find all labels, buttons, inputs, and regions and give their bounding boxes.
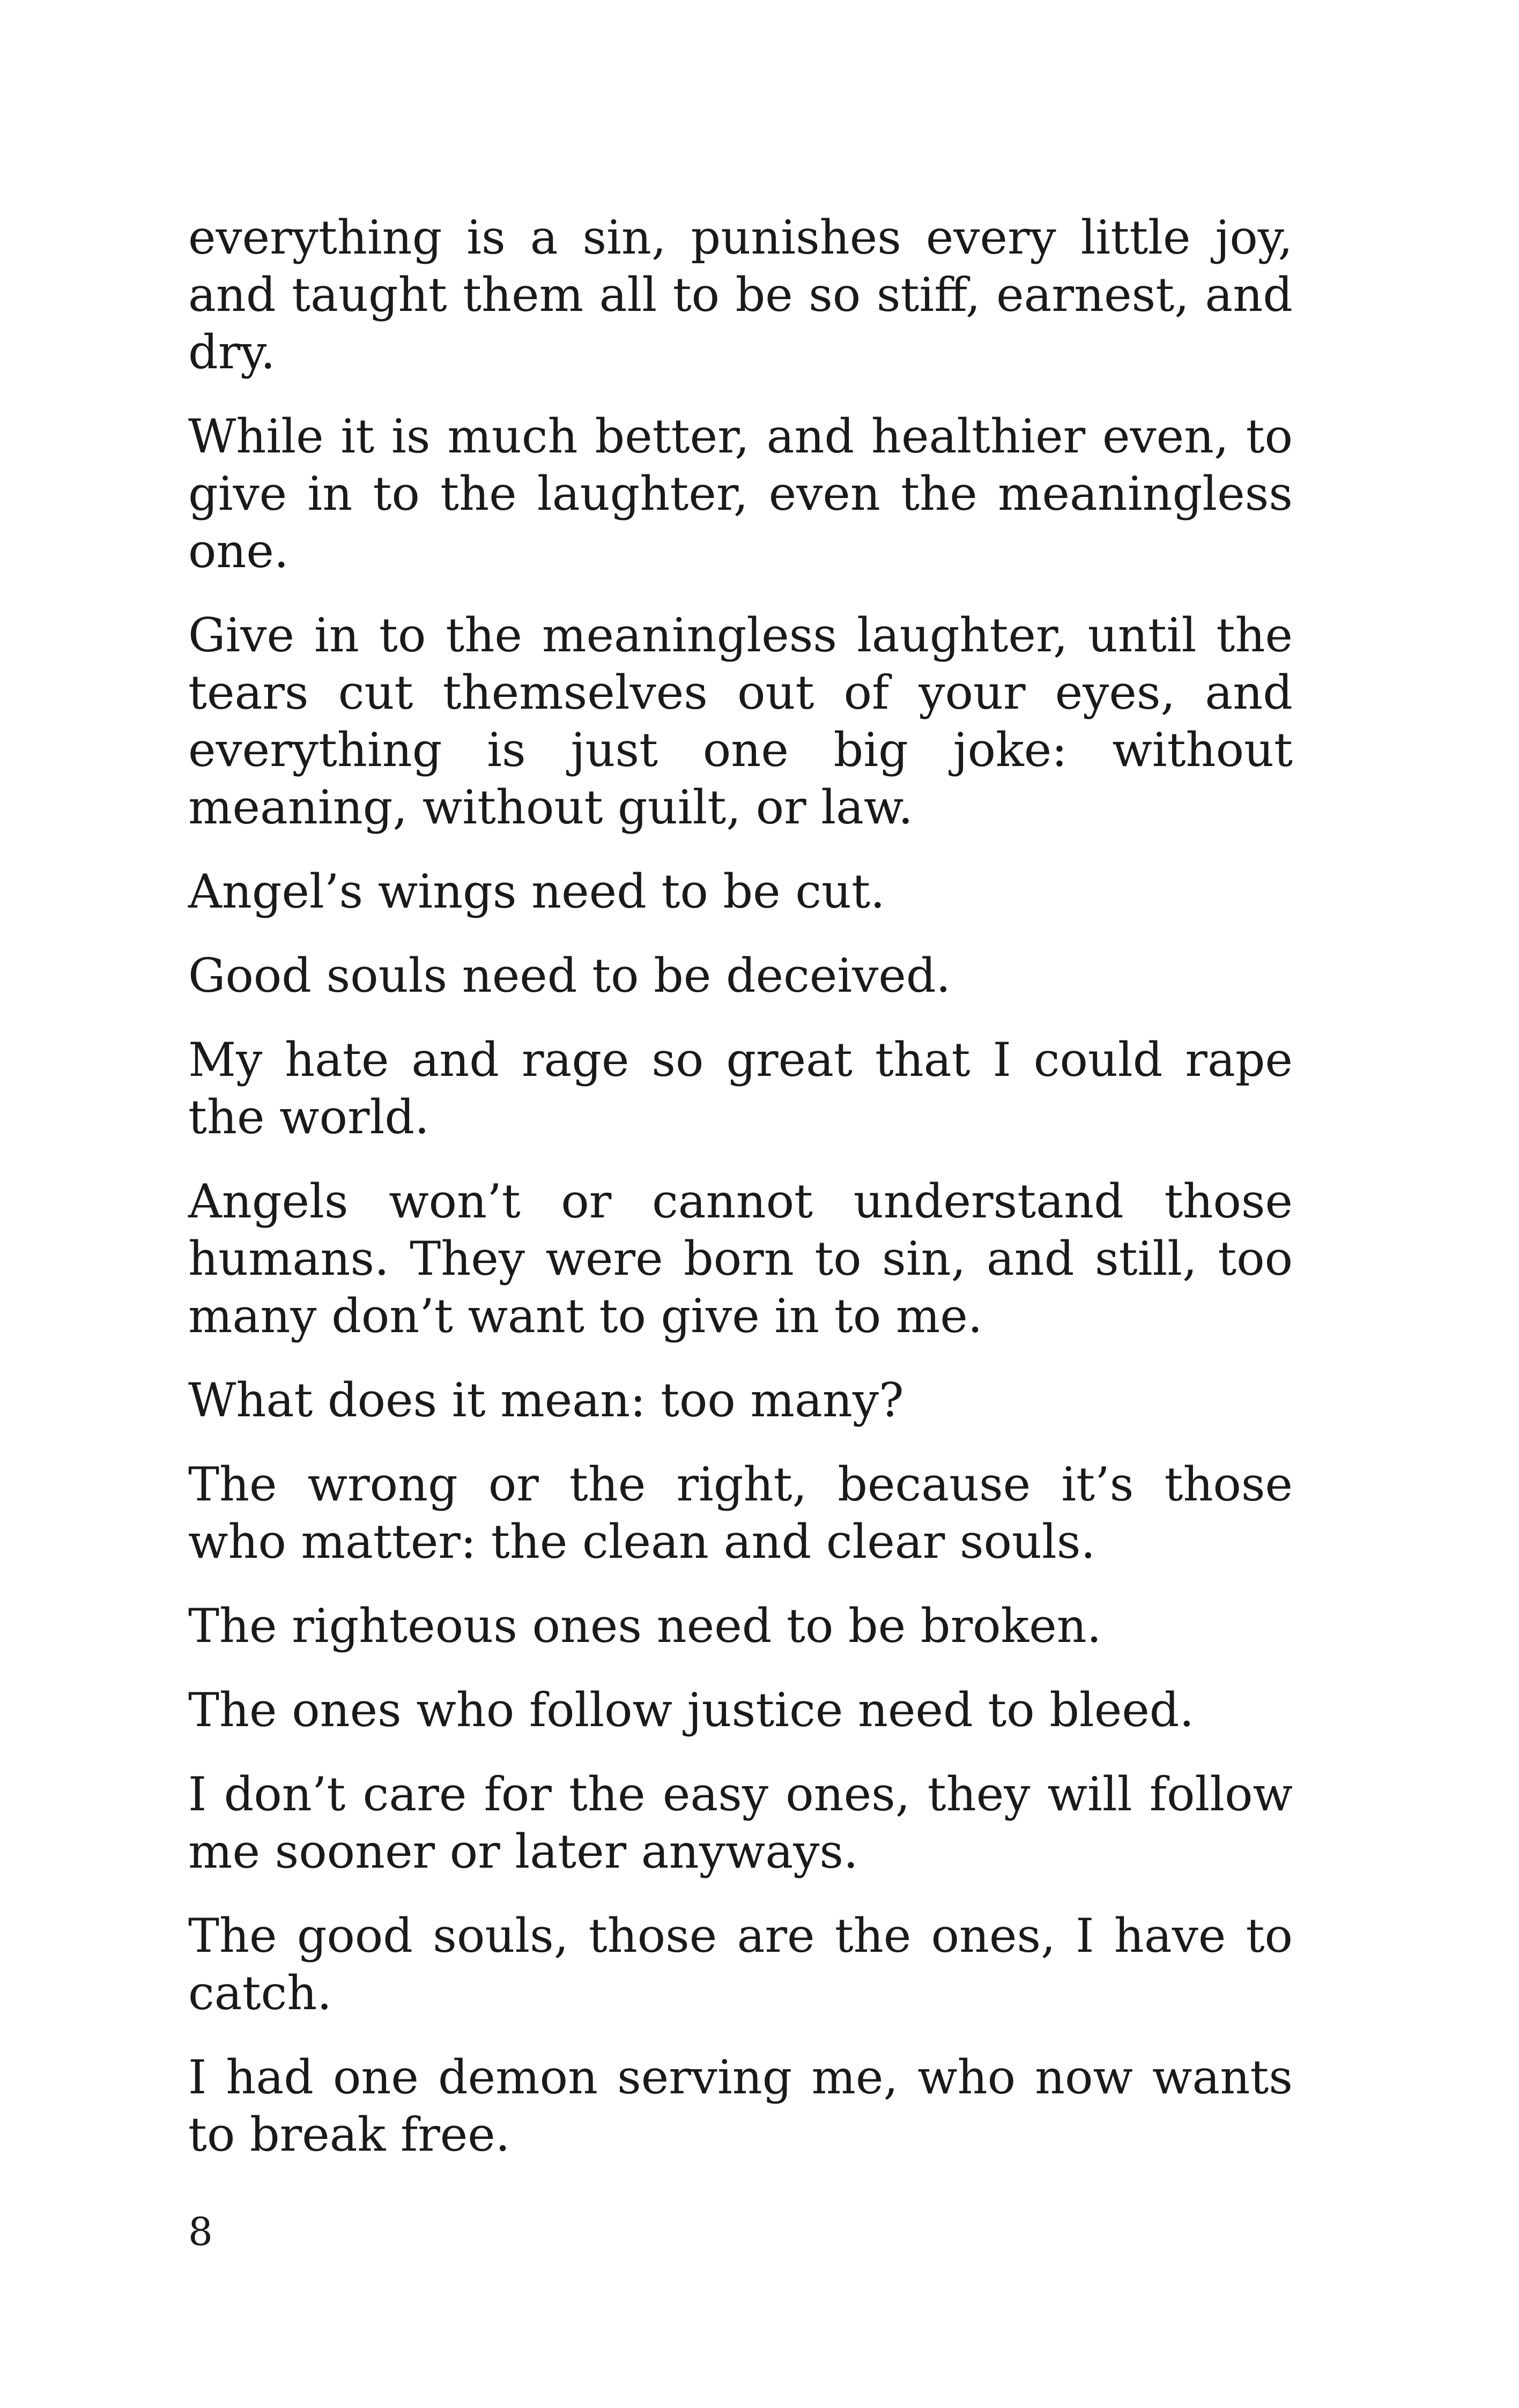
page-number: 8 — [188, 2209, 213, 2254]
paragraph: While it is much better, and healthier even, to give in to the laughter, even the meaningless one. — [188, 409, 1293, 578]
body-text — [188, 209, 1293, 2190]
paragraph: Angel’s wings need to be cut. — [188, 864, 885, 919]
paragraph: Give in to the meaningless laughter, until the tears cut themselves out of your eyes, and everything is just one big joke: without meaning, without guilt, or law. — [188, 608, 1293, 835]
paragraph: everything is a sin, punishes every little joy, and taught them all to be so stiff, earnest, and dry. — [188, 210, 1293, 380]
paragraph: The wrong or the right, because it’s those who matter: the clean and clear souls. — [188, 1457, 1293, 1569]
paragraph: I don’t care for the easy ones, they will follow me sooner or later anyways. — [188, 1767, 1293, 1879]
paragraph: What does it mean: too many? — [188, 1373, 904, 1428]
paragraph: The good souls, those are the ones, I have to catch. — [188, 1908, 1293, 2020]
paragraph: I had one demon serving me, who now wants to break free. — [188, 2050, 1293, 2162]
paragraph: Good souls need to be deceived. — [188, 948, 951, 1003]
paragraph: My hate and rage so great that I could rape the world. — [188, 1032, 1293, 1144]
paragraph: The righteous ones need to be broken. — [188, 1599, 1102, 1653]
paragraph: The ones who follow justice need to bleed. — [188, 1683, 1195, 1737]
paragraph: Angels won’t or cannot understand those humans. They were born to sin, and still, too many don’t want to give in to me. — [188, 1174, 1293, 1343]
